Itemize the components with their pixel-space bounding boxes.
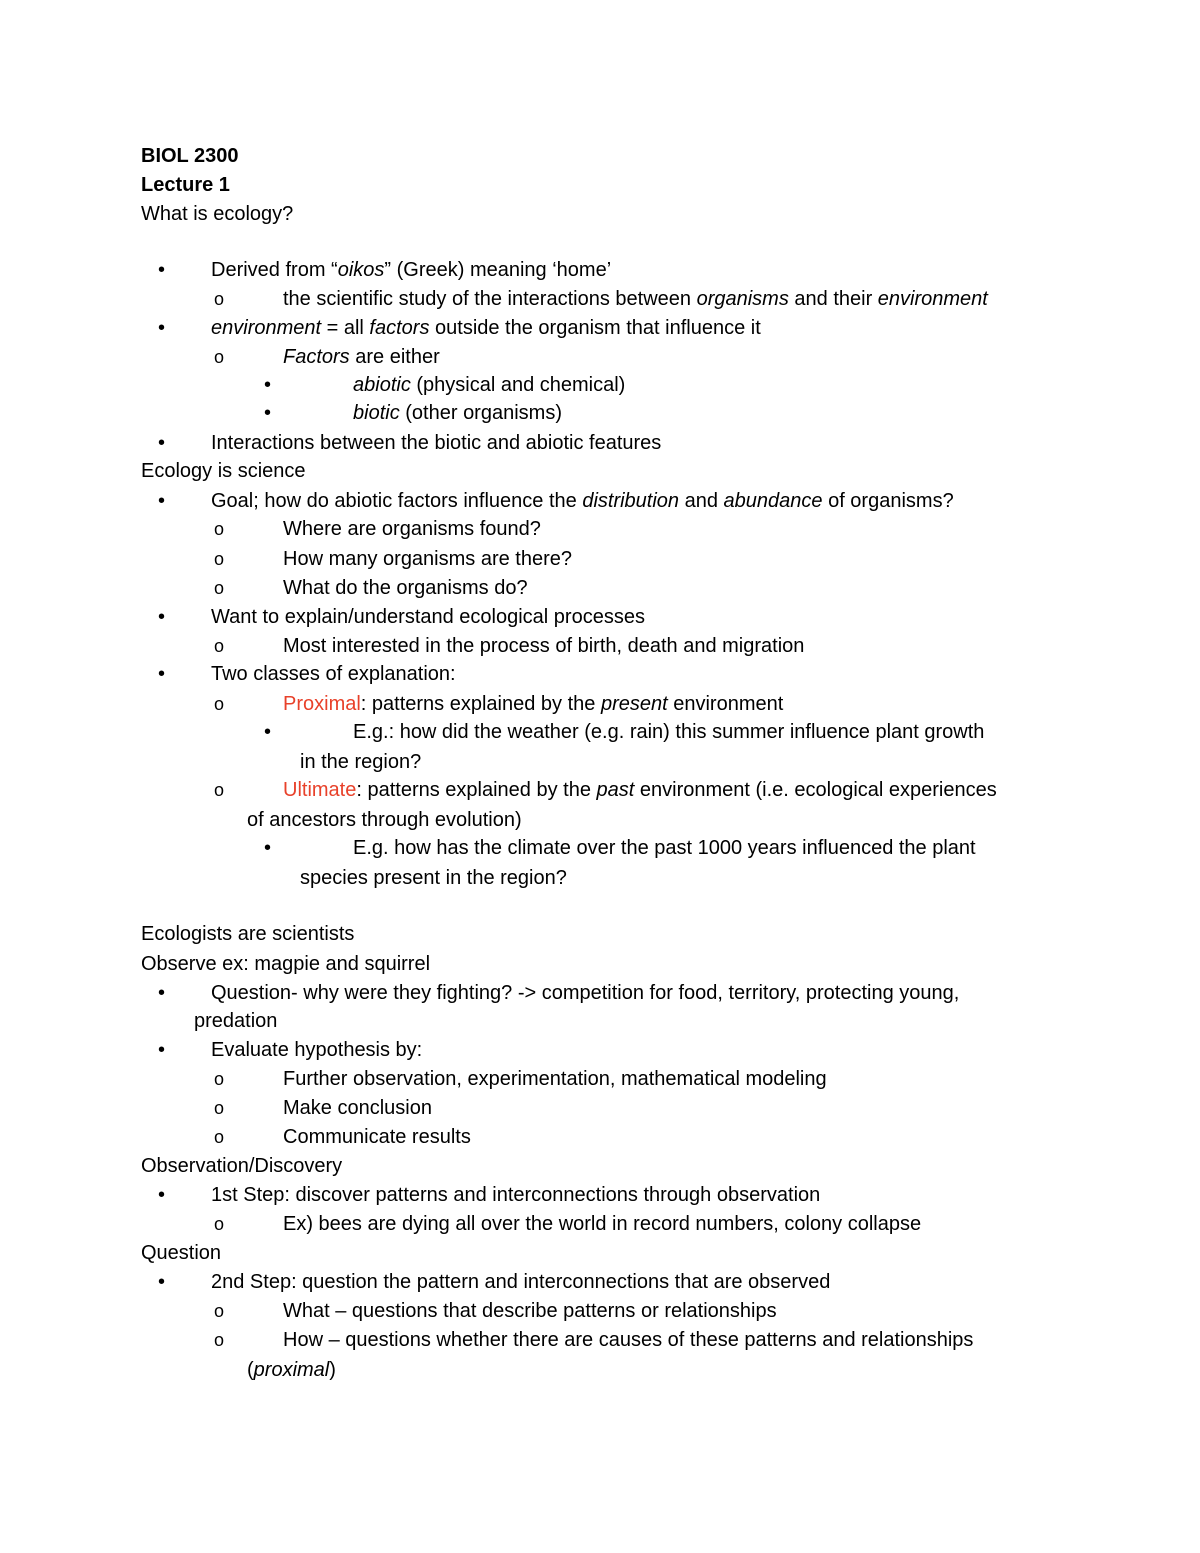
heading-what-is-ecology: What is ecology? — [141, 203, 294, 225]
bullet-marker: • — [158, 1271, 166, 1293]
circle-marker: o — [214, 1098, 225, 1118]
heading-question: Question — [141, 1242, 222, 1264]
list-item-environment: environment = all factors outside the organism that influence it — [211, 317, 761, 339]
list-item-conclusion: Make conclusion — [283, 1097, 432, 1119]
list-item-goal: Goal; how do abiotic factors influence the distribution and abundance of organisms? — [211, 490, 954, 512]
list-item-ultimate: Ultimate: patterns explained by the past environment (i.e. ecological experiences — [283, 779, 997, 801]
list-item-eg-weather-cont: in the region? — [300, 751, 422, 773]
circle-marker: o — [214, 636, 225, 656]
bullet-marker: • — [158, 606, 166, 628]
square-marker: • — [264, 837, 272, 859]
list-item-most-interested: Most interested in the process of birth, death and migration — [283, 635, 805, 657]
list-item-step1: 1st Step: discover patterns and interconnections through observation — [211, 1184, 821, 1206]
list-item-how-cont: (proximal) — [247, 1359, 336, 1381]
bullet-marker: • — [158, 432, 166, 454]
bullet-marker: • — [158, 490, 166, 512]
list-item-biotic: biotic (other organisms) — [353, 402, 562, 424]
list-item-want: Want to explain/understand ecological processes — [211, 606, 645, 628]
bullet-marker: • — [158, 982, 166, 1004]
list-item-eg-climate-cont: species present in the region? — [300, 867, 567, 889]
circle-marker: o — [214, 694, 225, 714]
list-item-question-fighting-cont: predation — [194, 1010, 278, 1032]
list-item-proximal: Proximal: patterns explained by the present environment — [283, 693, 784, 715]
list-item-ultimate-cont: of ancestors through evolution) — [247, 809, 522, 831]
list-item-question-fighting: Question- why were they fighting? -> competition for food, territory, protecting young, — [211, 982, 960, 1004]
circle-marker: o — [214, 347, 225, 367]
list-item-derived: Derived from “oikos” (Greek) meaning ‘home’ — [211, 259, 612, 281]
square-marker: • — [264, 721, 272, 743]
bullet-marker: • — [158, 259, 166, 281]
heading-observation-discovery: Observation/Discovery — [141, 1155, 343, 1177]
list-item-what-do: What do the organisms do? — [283, 577, 528, 599]
list-item-evaluate: Evaluate hypothesis by: — [211, 1039, 423, 1061]
square-marker: • — [264, 374, 272, 396]
list-item-what: What – questions that describe patterns or relationships — [283, 1300, 777, 1322]
circle-marker: o — [214, 1069, 225, 1089]
bullet-marker: • — [158, 663, 166, 685]
list-item-factors: Factors are either — [283, 346, 440, 368]
circle-marker: o — [214, 519, 225, 539]
heading-ecologists-are-scientists: Ecologists are scientists — [141, 923, 355, 945]
list-item-eg-climate: E.g. how has the climate over the past 1000 years influenced the plant — [353, 837, 976, 859]
heading-observe: Observe ex: magpie and squirrel — [141, 953, 431, 975]
circle-marker: o — [214, 1214, 225, 1234]
square-marker: • — [264, 402, 272, 424]
course-code: BIOL 2300 — [141, 145, 239, 167]
circle-marker: o — [214, 549, 225, 569]
list-item-eg-weather: E.g.: how did the weather (e.g. rain) this summer influence plant growth — [353, 721, 985, 743]
list-item-step2: 2nd Step: question the pattern and interconnections that are observed — [211, 1271, 831, 1293]
list-item-interactions: Interactions between the biotic and abiotic features — [211, 432, 662, 454]
bullet-marker: • — [158, 1184, 166, 1206]
circle-marker: o — [214, 780, 225, 800]
list-item-how-many: How many organisms are there? — [283, 548, 573, 570]
heading-ecology-is-science: Ecology is science — [141, 460, 306, 482]
list-item-abiotic: abiotic (physical and chemical) — [353, 374, 626, 396]
list-item-two-classes: Two classes of explanation: — [211, 663, 456, 685]
list-item-further: Further observation, experimentation, mathematical modeling — [283, 1068, 827, 1090]
lecture-title: Lecture 1 — [141, 174, 230, 196]
circle-marker: o — [214, 1330, 225, 1350]
list-item-how: How – questions whether there are causes of these patterns and relationships — [283, 1329, 974, 1351]
circle-marker: o — [214, 578, 225, 598]
list-item-study: the scientific study of the interactions between organisms and their environment — [283, 288, 988, 310]
bullet-marker: • — [158, 1039, 166, 1061]
circle-marker: o — [214, 289, 225, 309]
bullet-marker: • — [158, 317, 166, 339]
list-item-communicate: Communicate results — [283, 1126, 471, 1148]
circle-marker: o — [214, 1127, 225, 1147]
list-item-bees: Ex) bees are dying all over the world in record numbers, colony collapse — [283, 1213, 922, 1235]
list-item-where: Where are organisms found? — [283, 518, 541, 540]
circle-marker: o — [214, 1301, 225, 1321]
